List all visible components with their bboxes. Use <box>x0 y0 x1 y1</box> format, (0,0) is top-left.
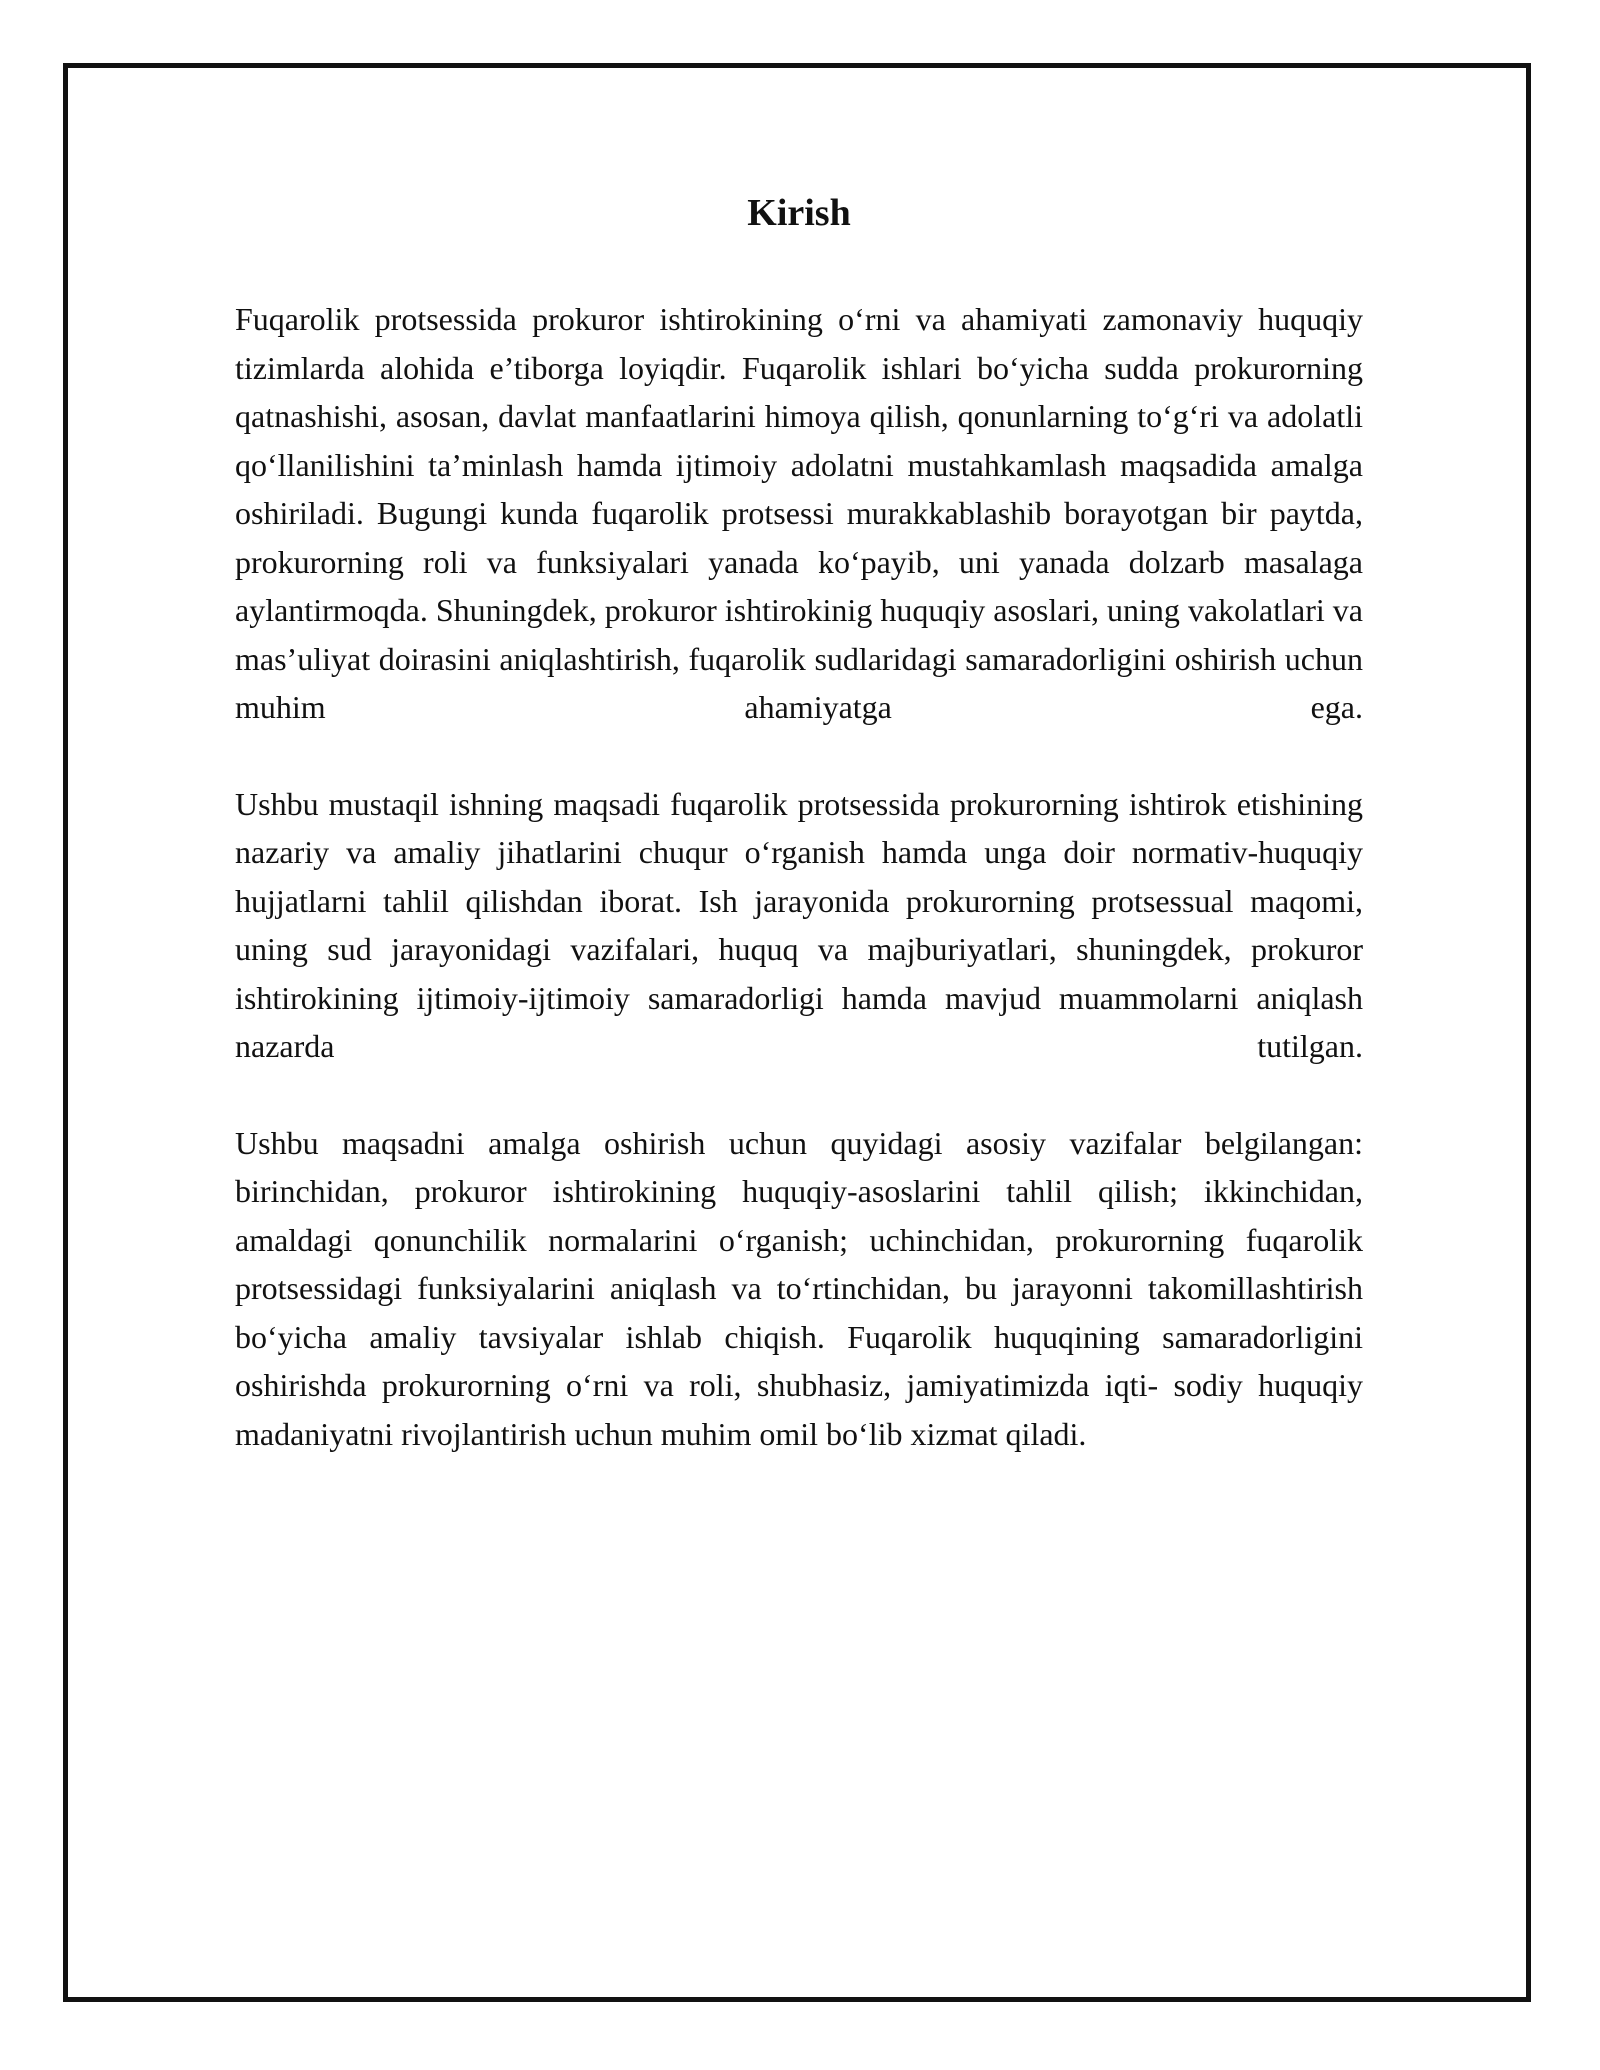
document-body <box>235 183 1363 1506</box>
paragraph-introduction: Fuqarolik protsessida prokuror ishtirokining o‘rni va ahamiyati zamonaviy huquqiy tizimlarda alohida e’tiborga loyiqdir. Fuqarolik ishlari bo‘yicha sudda prokurorning qatnashishi, asosan, davlat manfaatlarini himoya qilish, qonunlarning to‘g‘ri va adolatli qo‘llanilishini ta’minlash hamda ijtimoiy adolatni mustahkamlash maqsadida amalga oshiriladi. Bugungi kunda fuqarolik protsessi murakkablashib borayotgan bir paytda, prokurorning roli va funksiyalari yanada ko‘payib, uni yanada dolzarb masalaga aylantirmoqda. Shuningdek, prokuror ishtirokinig huquqiy asoslari, uning vakolatlari va mas’uliyat doirasini aniqlashtirish, fuqarolik sudlaridagi samaradorligini oshirish uchun muhim ahamiyatga ega. <box>235 301 1363 725</box>
page-title: Kirish <box>747 192 851 234</box>
paragraph-purpose: Ushbu mustaqil ishning maqsadi fuqarolik protsessida prokurorning ishtirok etishining nazariy va amaliy jihatlarini chuqur o‘rganish hamda unga doir normativ-huquqiy hujjatlarni tahlil qilishdan iborat. Ish jarayonida prokurorning protsessual maqomi, uning sud jarayonidagi vazifalari, huquq va majburiyatlari, shuningdek, prokuror ishtirokining ijtimoiy-ijtimoiy samaradorligi hamda mavjud muammolarni aniqlash nazarda tutilgan. <box>235 785 1363 1064</box>
paragraph-tasks: Ushbu maqsadni amalga oshirish uchun quyidagi asosiy vazifalar belgilangan: birinchidan, prokuror ishtirokining huquqiy-asoslarini tahlil qilish; ikkinchidan, amaldagi qonunchilik normalarini o‘rganish; uchinchidan, prokurorning fuqarolik protsessidagi funksiyalarini aniqlash va to‘rtinchidan, bu jarayonni takomillashtirish bo‘yicha amaliy tavsiyalar ishlab chiqish. Fuqarolik huquqining samaradorligini oshirishda prokurorning o‘rni va roli, shubhasiz, jamiyatimizda iqti- sodiy huquqiy madaniyatni rivojlantirish uchun muhim omil bo‘lib xizmat qiladi. <box>235 1124 1363 1452</box>
